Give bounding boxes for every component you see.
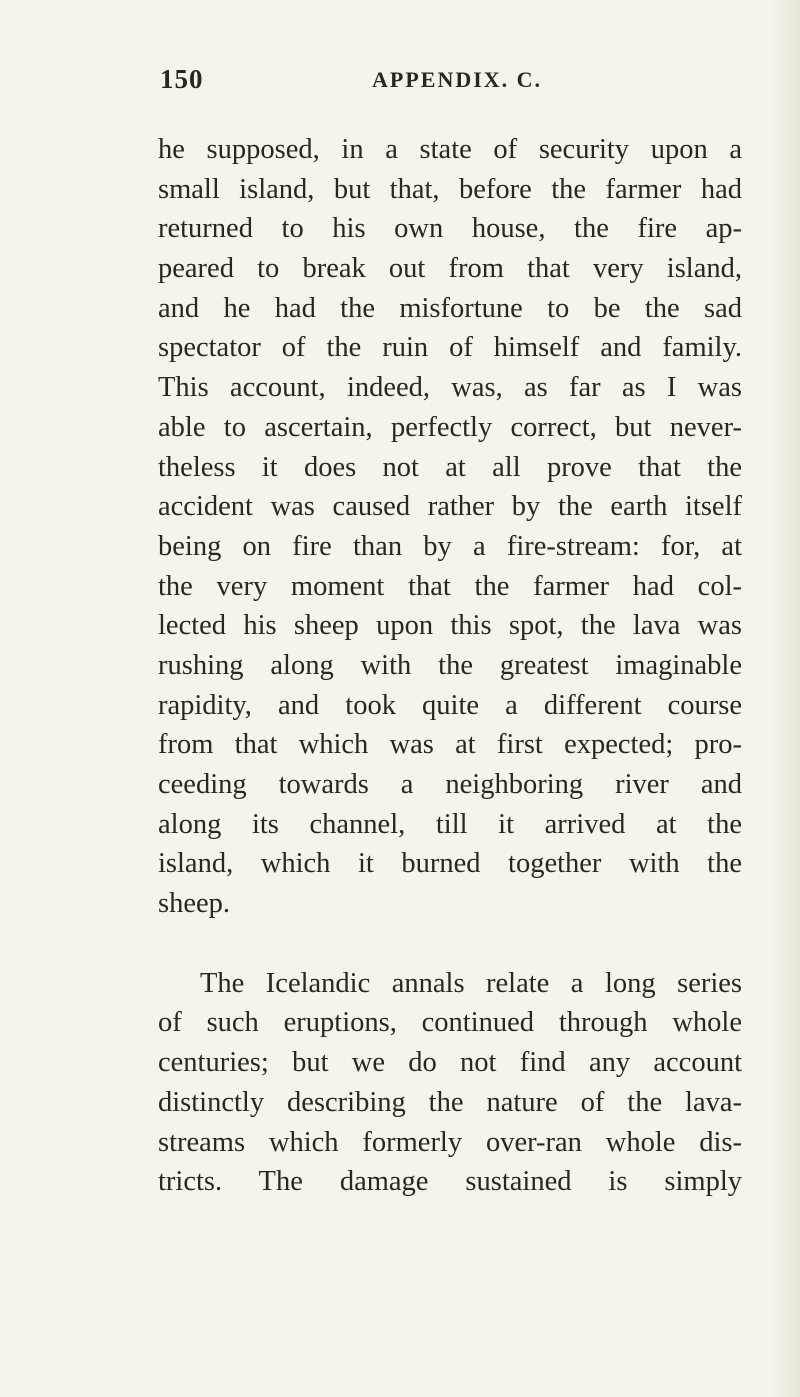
text-line: centuries; but we do not find any account: [158, 1047, 742, 1079]
paragraph-2: [158, 964, 742, 1202]
paragraph-gap: [158, 924, 742, 964]
text-line: lected his sheep upon this spot, the lava was: [158, 610, 742, 642]
paragraph-1: [158, 130, 742, 924]
text-line: The Icelandic annals relate a long series: [200, 967, 742, 999]
text-line: of such eruptions, continued through whole: [158, 1007, 742, 1039]
text-line: and he had the misfortune to be the sad: [158, 292, 742, 324]
text-line: This account, indeed, was, as far as I was: [158, 372, 742, 404]
text-line: ceeding towards a neighboring river and: [158, 769, 742, 800]
text-line: theless it does not at all prove that the: [158, 451, 742, 483]
text-line: along its channel, till it arrived at the: [158, 808, 742, 840]
text-line: island, which it burned together with the: [158, 848, 742, 880]
text-line: he supposed, in a state of security upon a: [158, 134, 742, 165]
text-line: distinctly describing the nature of the lava-: [158, 1086, 742, 1118]
text-line: returned to his own house, the fire ap-: [158, 213, 742, 245]
text-line: spectator of the ruin of himself and family.: [158, 332, 742, 364]
text-line: rushing along with the greatest imaginable: [158, 649, 742, 681]
text-line: peared to break out from that very island,: [158, 253, 742, 285]
page-number: 150: [160, 64, 204, 94]
page-header: [160, 64, 740, 104]
text-line: rapidity, and took quite a different course: [158, 689, 742, 721]
text-line: sheep.: [158, 888, 231, 920]
text-line: accident was caused rather by the earth itself: [158, 491, 742, 523]
running-head: APPENDIX. C.: [372, 67, 543, 92]
text-line: tricts. The damage sustained is simply: [158, 1166, 742, 1198]
text-line: small island, but that, before the farmer had: [158, 173, 742, 205]
body-text: [158, 130, 742, 1202]
text-line: from that which was at first expected; pro-: [158, 729, 742, 761]
text-line: the very moment that the farmer had col-: [158, 570, 742, 602]
text-line: streams which formerly over-ran whole dis-: [158, 1126, 742, 1158]
text-line: able to ascertain, perfectly correct, but never-: [158, 411, 742, 443]
text-line: being on fire than by a fire-stream: for, at: [158, 530, 742, 562]
